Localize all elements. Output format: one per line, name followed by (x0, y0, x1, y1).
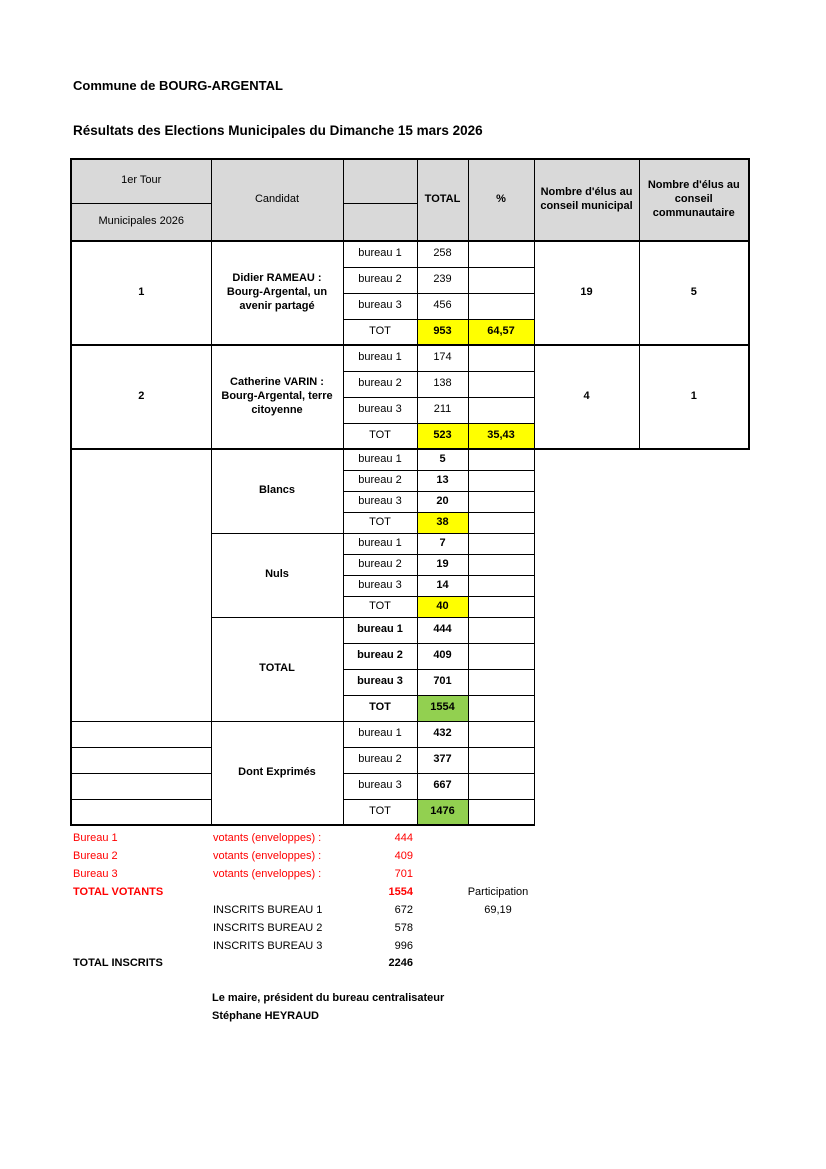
percent-empty-cell (468, 721, 534, 747)
bureau-label-cell: bureau 3 (343, 397, 417, 423)
participation-label: Participation (467, 886, 529, 898)
percent-empty-cell (468, 773, 534, 799)
bureau-label-cell: bureau 2 (343, 470, 417, 491)
percent-empty-cell (468, 799, 534, 825)
bureau-count-cell: 377 (417, 747, 468, 773)
bureau-label-cell: bureau 2 (343, 554, 417, 575)
percent-empty-cell (468, 575, 534, 596)
nuls-title: Nuls (211, 533, 343, 617)
votants-value: 409 (394, 850, 413, 862)
candidate-1-elus-municipal: 19 (534, 241, 639, 345)
left-empty-cell (71, 747, 211, 773)
total-inscrits-value: 2246 (388, 957, 413, 969)
summary-row-bureau1 (0, 832, 826, 850)
percent-empty-cell (468, 345, 534, 371)
candidate-1-total-votes: 953 (417, 319, 468, 345)
percent-empty-cell (468, 470, 534, 491)
tot-label-cell: TOT (343, 695, 417, 721)
votants-desc: votants (enveloppes) : (213, 832, 322, 844)
bureau-label-cell: bureau 3 (343, 773, 417, 799)
candidate-1-percent: 64,57 (468, 319, 534, 345)
exprimes-total: 1476 (417, 799, 468, 825)
candidate-1-number: 1 (71, 241, 211, 345)
left-empty-cell (71, 721, 211, 747)
percent-empty-cell (468, 241, 534, 267)
blancs-total: 38 (417, 512, 468, 533)
exprimes-title: Dont Exprimés (211, 721, 343, 825)
inscrits-value: 578 (394, 922, 413, 934)
bureau-label: Bureau 1 (73, 832, 118, 844)
summary-row-total-inscrits (0, 957, 826, 975)
bureau-label: Bureau 2 (73, 850, 118, 862)
percent-empty-cell (468, 371, 534, 397)
bureau-label-cell: bureau 1 (343, 533, 417, 554)
bureau-count-cell: 19 (417, 554, 468, 575)
percent-empty-cell (468, 747, 534, 773)
percent-empty-cell (468, 554, 534, 575)
total-votants-value: 1554 (388, 886, 413, 898)
bureau-label-cell: bureau 2 (343, 371, 417, 397)
grand-total: 1554 (417, 695, 468, 721)
total-title: TOTAL (211, 617, 343, 721)
percent-empty-cell (468, 533, 534, 554)
percent-empty-cell (468, 449, 534, 470)
bureau-label-cell: bureau 2 (343, 267, 417, 293)
inscrits-label: INSCRITS BUREAU 1 (213, 904, 323, 916)
bureau-label-cell: bureau 3 (343, 669, 417, 695)
bureau-label-cell: bureau 1 (343, 345, 417, 371)
candidate-2-elus-communautaire: 1 (639, 345, 749, 449)
bureau-count-cell: 444 (417, 617, 468, 643)
candidate-2-total-votes: 523 (417, 423, 468, 449)
bureau-count-cell: 7 (417, 533, 468, 554)
percent-empty-cell (468, 617, 534, 643)
total-inscrits-label: TOTAL INSCRITS (73, 957, 163, 969)
bureau-label-cell: bureau 1 (343, 617, 417, 643)
bureau-count-cell: 5 (417, 449, 468, 470)
total-votants-label: TOTAL VOTANTS (73, 886, 164, 898)
bureau-label-cell: bureau 1 (343, 721, 417, 747)
votants-value: 701 (394, 868, 413, 880)
percent-empty-cell (468, 397, 534, 423)
bureau-count-cell: 701 (417, 669, 468, 695)
bureau-count-cell: 456 (417, 293, 468, 319)
header-empty-top (343, 159, 417, 203)
left-empty-cell (71, 773, 211, 799)
summary-row-inscrits3 (0, 940, 826, 958)
bureau-label-cell: bureau 3 (343, 575, 417, 596)
header-candidat: Candidat (211, 159, 343, 241)
candidate-2-elus-municipal: 4 (534, 345, 639, 449)
summary-row-bureau2 (0, 850, 826, 868)
blancs-title: Blancs (211, 449, 343, 533)
bureau-count-cell: 138 (417, 371, 468, 397)
percent-empty-cell (468, 491, 534, 512)
header-percent: % (468, 159, 534, 241)
percent-empty-cell (468, 293, 534, 319)
bureau-count-cell: 667 (417, 773, 468, 799)
summary-row-inscrits1 (0, 904, 826, 922)
candidate-2-name: Catherine VARIN : Bourg-Argental, terre citoyenne (211, 345, 343, 449)
tot-label-cell: TOT (343, 319, 417, 345)
summary-row-bureau3 (0, 868, 826, 886)
bureau-label-cell: bureau 3 (343, 293, 417, 319)
percent-empty-cell (468, 669, 534, 695)
header-elus-communautaire: Nombre d'élus au conseil communautaire (639, 159, 749, 241)
votants-value: 444 (394, 832, 413, 844)
percent-empty-cell (468, 643, 534, 669)
votants-desc: votants (enveloppes) : (213, 850, 322, 862)
results-table (70, 158, 750, 826)
tot-label-cell: TOT (343, 512, 417, 533)
bureau-count-cell: 409 (417, 643, 468, 669)
inscrits-label: INSCRITS BUREAU 2 (213, 922, 323, 934)
percent-empty-cell (468, 695, 534, 721)
votants-desc: votants (enveloppes) : (213, 868, 322, 880)
candidate-2-percent: 35,43 (468, 423, 534, 449)
candidate-2-number: 2 (71, 345, 211, 449)
bureau-label-cell: bureau 3 (343, 491, 417, 512)
bureau-label: Bureau 3 (73, 868, 118, 880)
header-tour: 1er Tour (71, 159, 211, 203)
bureau-count-cell: 432 (417, 721, 468, 747)
bureau-label-cell: bureau 1 (343, 449, 417, 470)
header-municipales: Municipales 2026 (71, 203, 211, 241)
candidate-1-elus-communautaire: 5 (639, 241, 749, 345)
summary-row-total-votants (0, 886, 826, 904)
header-empty-bottom (343, 203, 417, 241)
bureau-count-cell: 258 (417, 241, 468, 267)
left-merged-empty-cell (71, 449, 211, 721)
bureau-label-cell: bureau 2 (343, 643, 417, 669)
nuls-total: 40 (417, 596, 468, 617)
bureau-count-cell: 174 (417, 345, 468, 371)
signature-name: Stéphane HEYRAUD (212, 1010, 319, 1022)
inscrits-label: INSCRITS BUREAU 3 (213, 940, 323, 952)
tot-label-cell: TOT (343, 423, 417, 449)
left-empty-cell (71, 799, 211, 825)
percent-empty-cell (468, 596, 534, 617)
bureau-count-cell: 211 (417, 397, 468, 423)
header-total: TOTAL (417, 159, 468, 241)
inscrits-value: 996 (394, 940, 413, 952)
bureau-count-cell: 14 (417, 575, 468, 596)
inscrits-value: 672 (394, 904, 413, 916)
bureau-count-cell: 13 (417, 470, 468, 491)
tot-label-cell: TOT (343, 799, 417, 825)
signature-role: Le maire, président du bureau centralisateur (212, 992, 445, 1004)
percent-empty-cell (468, 512, 534, 533)
bureau-label-cell: bureau 1 (343, 241, 417, 267)
header-elus-municipal: Nombre d'élus au conseil municipal (534, 159, 639, 241)
bureau-count-cell: 239 (417, 267, 468, 293)
commune-title: Commune de BOURG-ARGENTAL (73, 78, 283, 93)
participation-value: 69,19 (484, 904, 512, 916)
bureau-count-cell: 20 (417, 491, 468, 512)
candidate-1-name: Didier RAMEAU : Bourg-Argental, un avenir partagé (211, 241, 343, 345)
summary-row-inscrits2 (0, 922, 826, 940)
tot-label-cell: TOT (343, 596, 417, 617)
percent-empty-cell (468, 267, 534, 293)
bureau-label-cell: bureau 2 (343, 747, 417, 773)
results-title: Résultats des Elections Municipales du Dimanche 15 mars 2026 (73, 123, 483, 138)
